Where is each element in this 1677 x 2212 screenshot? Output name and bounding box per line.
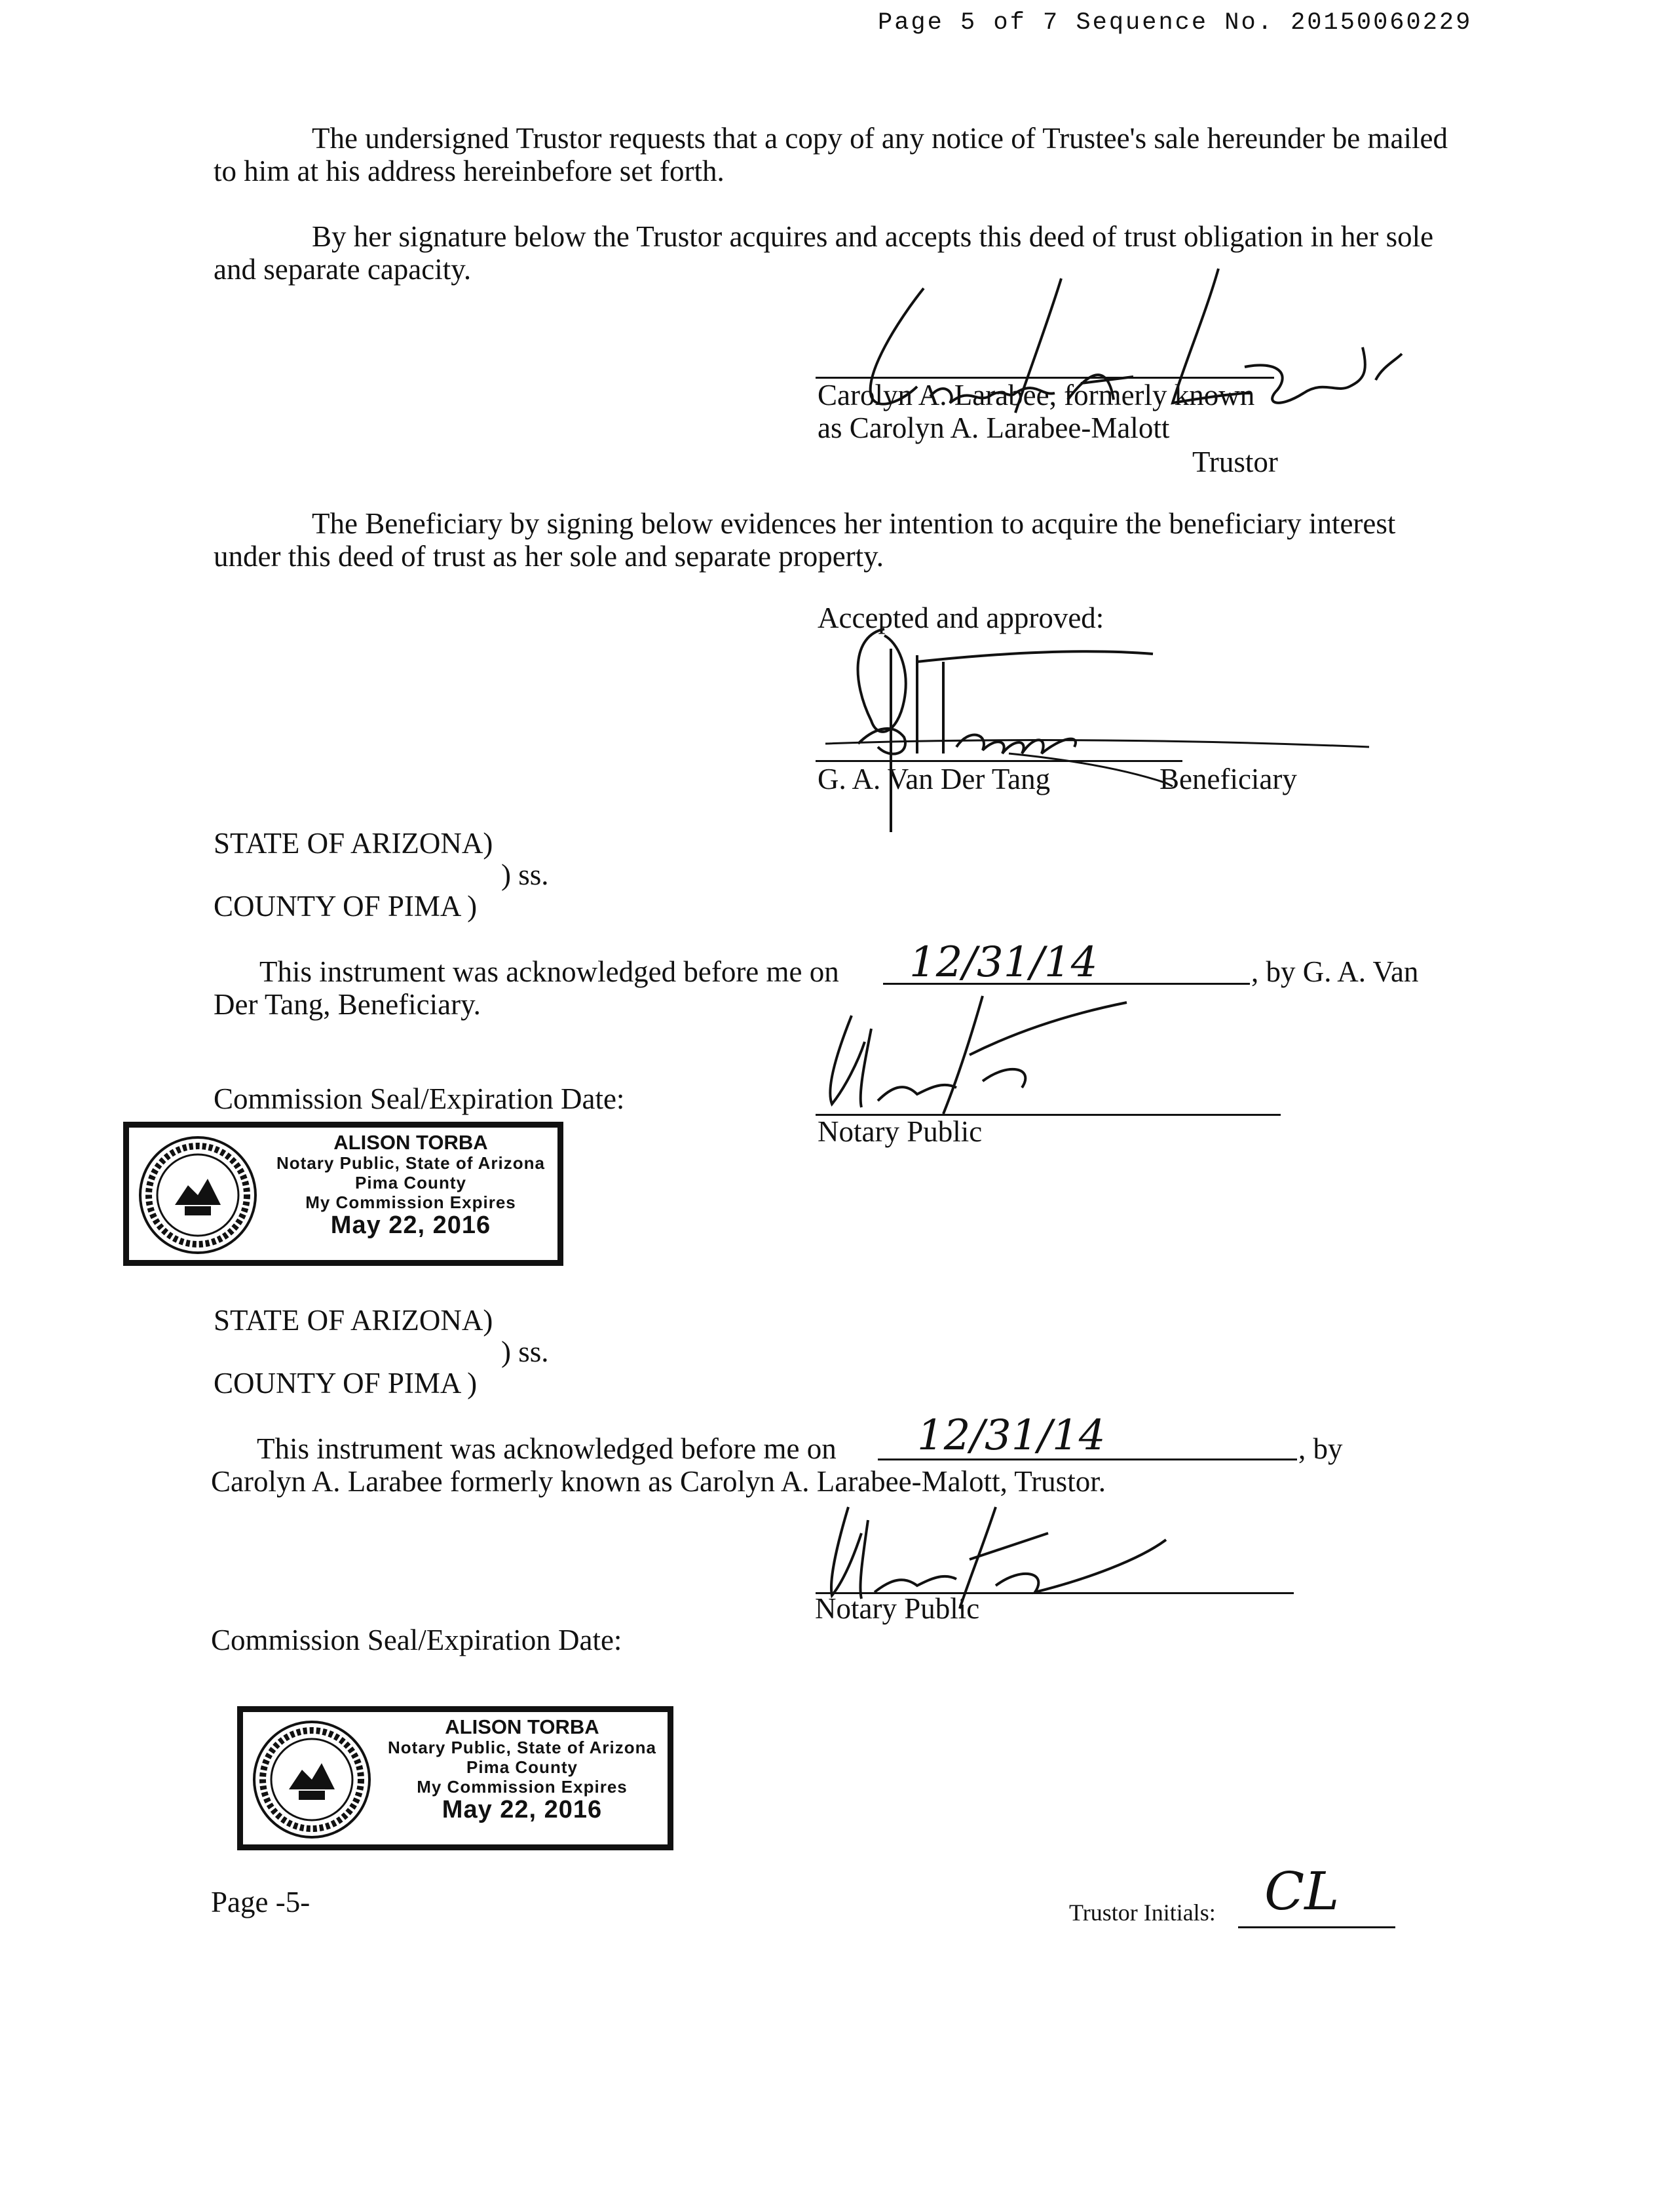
stamp1-notary-title: Notary Public, State of Arizona	[276, 1153, 545, 1173]
ack2-trail-text: , by	[1298, 1432, 1343, 1465]
ack1-date-field	[883, 938, 1250, 987]
ack2-county: COUNTY OF PIMA )	[214, 1367, 478, 1400]
page-sequence-header: Page 5 of 7 Sequence No. 20150060229	[878, 9, 1473, 37]
ack2-lead-text: This instrument was acknowledged before me on	[257, 1432, 837, 1465]
arizona-state-seal-icon	[250, 1717, 374, 1845]
ack1-seal-label: Commission Seal/Expiration Date:	[214, 1082, 625, 1115]
stamp2-commission-label: My Commission Expires	[417, 1777, 628, 1797]
trustor-initials-line	[1238, 1926, 1395, 1928]
trustor-handwritten-initials: CL	[1264, 1861, 1340, 1922]
notary-stamp-1	[123, 1122, 563, 1266]
ack1-county: COUNTY OF PIMA )	[214, 890, 478, 923]
ack1-trail-text: , by G. A. Van	[1251, 955, 1419, 988]
stamp1-notary-name: ALISON TORBA	[333, 1131, 488, 1154]
trustor-capacity-paragraph: By her signature below the Trustor acquires and accepts this deed of trust obligation in her sole and separate capacity.	[214, 220, 1434, 286]
notary-public-label-2: Notary Public	[815, 1592, 980, 1625]
stamp2-notary-title: Notary Public, State of Arizona	[388, 1738, 656, 1757]
trustor-name-line1: Carolyn A. Larabee, formerly known	[818, 379, 1255, 411]
ack1-state: STATE OF ARIZONA)	[214, 827, 493, 860]
ack1-lead-text: This instrument was acknowledged before me on	[259, 955, 839, 988]
ack2-seal-label: Commission Seal/Expiration Date:	[211, 1624, 622, 1656]
stamp1-county: Pima County	[355, 1173, 466, 1192]
stamp1-expiration-date: May 22, 2016	[330, 1211, 491, 1239]
stamp1-commission-label: My Commission Expires	[305, 1192, 516, 1212]
ack2-date-field	[878, 1411, 1297, 1461]
ack2-state: STATE OF ARIZONA)	[214, 1304, 493, 1337]
ack1-date-line	[883, 983, 1250, 985]
beneficiary-signature-line	[816, 760, 1182, 762]
trustor-initials-field	[1238, 1861, 1395, 1933]
ack2-ss: ) ss.	[501, 1335, 549, 1368]
trustor-role-label: Trustor	[1192, 446, 1278, 478]
trustor-initials-label: Trustor Initials:	[1069, 1899, 1216, 1926]
trustor-name-line2: as Carolyn A. Larabee-Malott	[818, 411, 1170, 444]
notary-signature-1	[812, 989, 1179, 1120]
ack1-handwritten-date: 12/31/14	[909, 938, 1098, 987]
stamp2-expiration-date: May 22, 2016	[442, 1796, 603, 1823]
accepted-approved-label: Accepted and approved:	[818, 601, 1104, 634]
stamp2-notary-name: ALISON TORBA	[445, 1715, 599, 1738]
arizona-state-seal-icon	[136, 1133, 260, 1261]
notary-public-label-1: Notary Public	[818, 1115, 983, 1148]
beneficiary-role-label: Beneficiary	[1159, 763, 1297, 795]
ack1-ss: ) ss.	[501, 858, 549, 891]
ack1-line2: Der Tang, Beneficiary.	[214, 988, 481, 1021]
beneficiary-signature	[812, 622, 1389, 839]
ack2-handwritten-date: 12/31/14	[917, 1411, 1106, 1460]
page-number: Page -5-	[211, 1886, 311, 1918]
ack2-line2: Carolyn A. Larabee formerly known as Carolyn A. Larabee-Malott, Trustor.	[211, 1465, 1106, 1498]
beneficiary-name: G. A. Van Der Tang	[818, 763, 1051, 795]
ack2-date-line	[878, 1459, 1297, 1460]
notary-stamp-2	[237, 1706, 673, 1850]
notice-request-paragraph: The undersigned Trustor requests that a copy of any notice of Trustee's sale hereunder be mailed to him at his address hereinbefore set forth.	[214, 122, 1448, 187]
stamp2-county: Pima County	[466, 1757, 578, 1777]
beneficiary-intent-paragraph: The Beneficiary by signing below evidences her intention to acquire the beneficiary interest under this deed of trust as her sole and separate property.	[214, 507, 1396, 573]
